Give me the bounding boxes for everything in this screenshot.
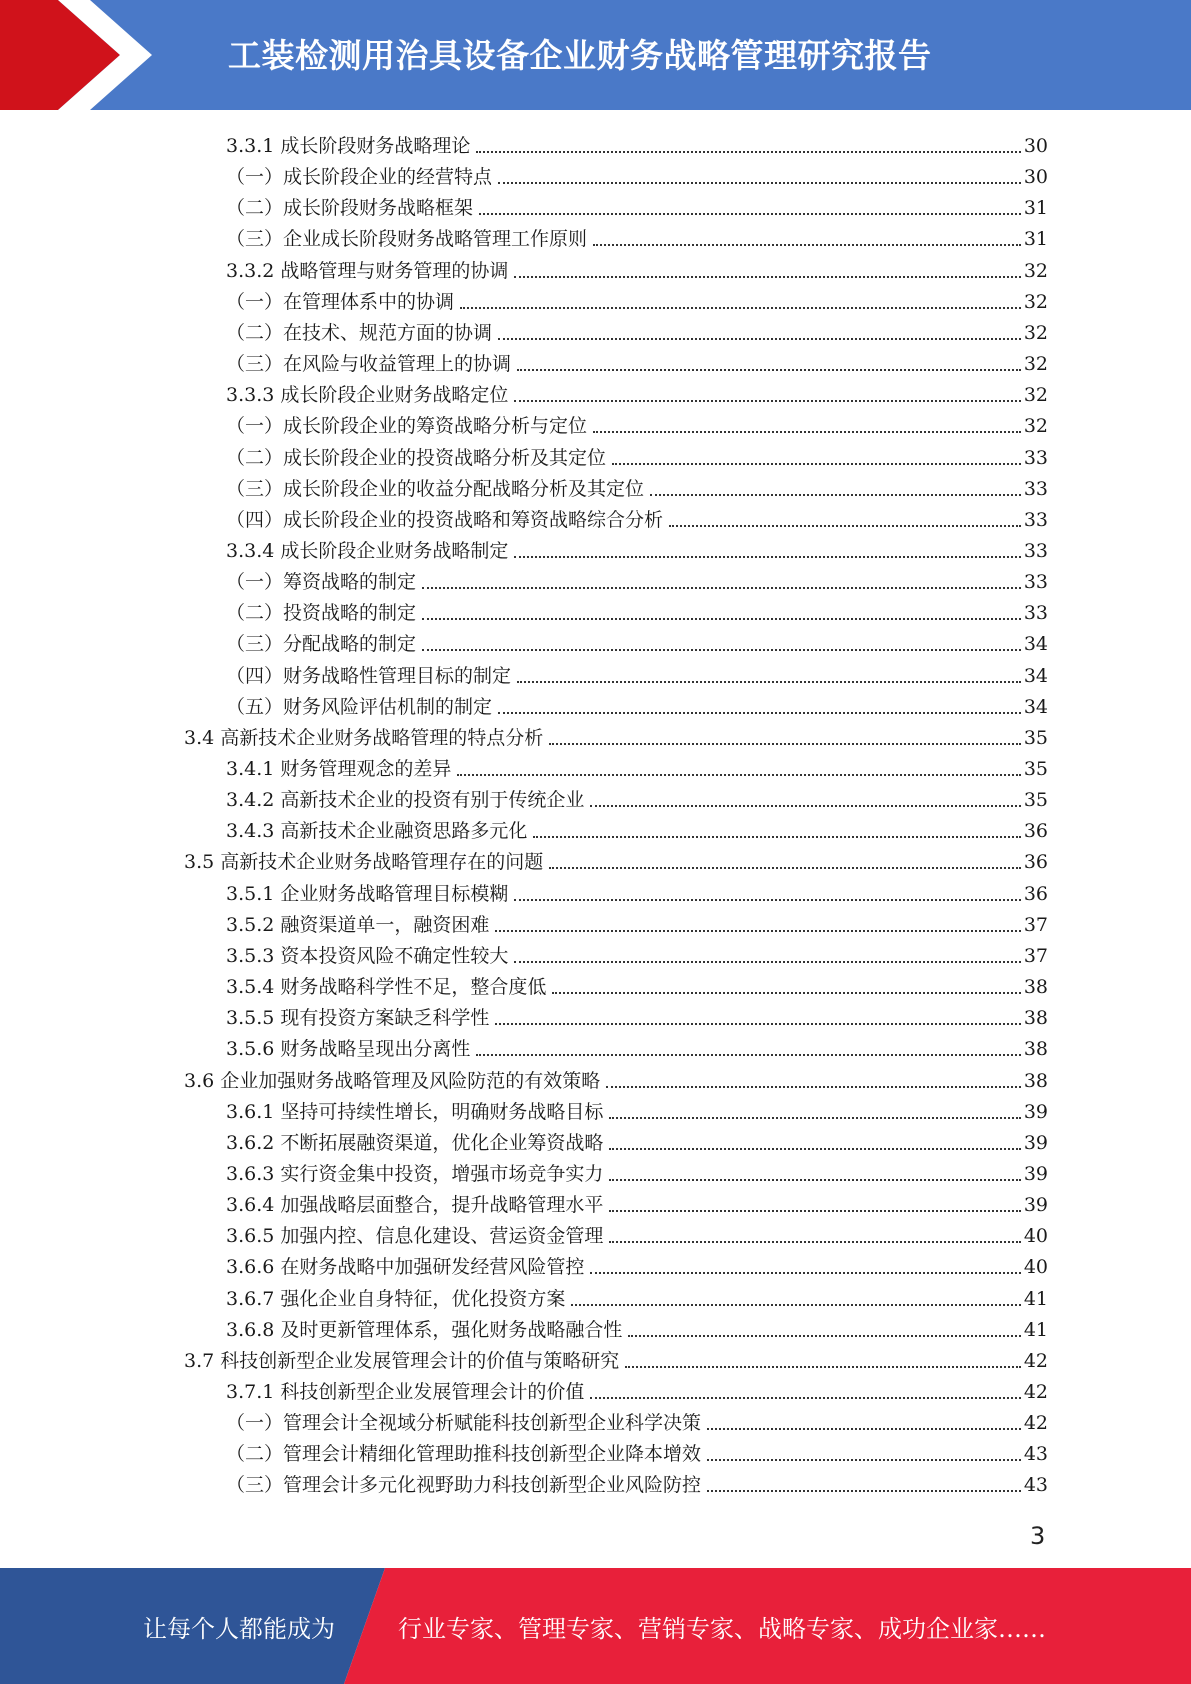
toc-entry-title: 3.5.3 资本投资风险不确定性较大	[226, 944, 509, 967]
toc-entry[interactable]	[226, 470, 1048, 501]
toc-dot-leader	[457, 774, 1020, 776]
toc-entry-title: （一）筹资战略的制定	[226, 571, 417, 594]
toc-dot-leader	[498, 182, 1021, 184]
toc-entry-title: 3.5.6 财务战略呈现出分离性	[226, 1038, 471, 1061]
toc-entry[interactable]	[226, 532, 1048, 563]
toc-dot-leader	[460, 307, 1021, 309]
toc-dot-leader	[707, 1490, 1021, 1492]
toc-entry[interactable]	[226, 781, 1048, 812]
toc-entry[interactable]	[226, 657, 1048, 688]
toc-entry-title: （二）在技术、规范方面的协调	[226, 321, 493, 344]
toc-entry-page: 39	[1023, 1194, 1048, 1217]
toc-entry-title: 3.6.8 及时更新管理体系，强化财务战略融合性	[226, 1318, 623, 1341]
toc-entry[interactable]	[226, 625, 1048, 656]
toc-entry[interactable]	[226, 345, 1048, 376]
toc-dot-leader	[590, 1397, 1020, 1399]
toc-dot-leader	[612, 463, 1021, 465]
toc-dot-leader	[650, 494, 1021, 496]
toc-dot-leader	[422, 587, 1021, 589]
toc-entry-page: 30	[1023, 166, 1048, 189]
toc-entry[interactable]	[226, 968, 1048, 999]
toc-dot-leader	[549, 867, 1021, 869]
toc-dot-leader	[571, 1304, 1020, 1306]
toc-entry-page: 32	[1023, 384, 1048, 407]
toc-entry-page: 38	[1023, 1038, 1048, 1061]
toc-dot-leader	[593, 431, 1021, 433]
toc-dot-leader	[669, 525, 1021, 527]
toc-entry[interactable]	[226, 1186, 1048, 1217]
toc-entry-title: （一）成长阶段企业的经营特点	[226, 166, 493, 189]
toc-entry-title: 3.6.2 不断拓展融资渠道，优化企业筹资战略	[226, 1131, 604, 1154]
toc-entry-page: 42	[1023, 1381, 1048, 1403]
toc-entry[interactable]	[226, 1373, 1048, 1404]
toc-entry-title: 3.4 高新技术企业财务战略管理的特点分析	[184, 726, 544, 749]
toc-entry[interactable]	[226, 1248, 1048, 1279]
toc-dot-leader	[552, 992, 1020, 994]
toc-entry-title: 3.6.6 在财务战略中加强研发经营风险管控	[226, 1256, 585, 1279]
toc-entry[interactable]	[226, 189, 1048, 220]
toc-entry-title: （二）投资战略的制定	[226, 602, 417, 625]
toc-entry[interactable]	[226, 750, 1048, 781]
toc-entry-page: 43	[1023, 1474, 1048, 1497]
toc-entry-title: 3.4.2 高新技术企业的投资有别于传统企业	[226, 789, 585, 812]
toc-entry[interactable]	[184, 719, 1048, 750]
page-footer	[0, 1568, 1191, 1684]
toc-entry-title: 3.6.1 坚持可持续性增长，明确财务战略目标	[226, 1100, 604, 1123]
toc-entry[interactable]	[226, 1435, 1048, 1466]
toc-dot-leader	[476, 151, 1020, 153]
toc-entry-page: 35	[1023, 726, 1048, 749]
toc-entry-page: 40	[1023, 1225, 1048, 1248]
toc-dot-leader	[533, 836, 1020, 838]
toc-entry-title: 3.5.2 融资渠道单一，融资困难	[226, 913, 490, 936]
toc-entry-page: 38	[1023, 976, 1048, 999]
toc-entry-page: 34	[1023, 633, 1048, 656]
toc-entry-page: 40	[1023, 1256, 1048, 1279]
toc-entry-page: 35	[1023, 789, 1048, 812]
toc-entry-title: （一）成长阶段企业的筹资战略分析与定位	[226, 415, 588, 438]
toc-entry-title: 3.3.2 战略管理与财务管理的协调	[226, 259, 509, 282]
toc-entry-title: （五）财务风险评估机制的制定	[226, 695, 493, 718]
toc-dot-leader	[609, 1241, 1020, 1243]
toc-entry[interactable]	[226, 906, 1048, 937]
toc-entry-page: 39	[1023, 1100, 1048, 1123]
toc-entry-page: 36	[1023, 851, 1048, 874]
toc-dot-leader	[628, 1335, 1020, 1337]
toc-entry-title: 3.6.7 强化企业自身特征，优化投资方案	[226, 1287, 566, 1310]
toc-dot-leader	[707, 1428, 1021, 1430]
footer-slogan-lead: 让每个人都能成为	[143, 1615, 335, 1643]
toc-dot-leader	[606, 1086, 1021, 1088]
toc-entry[interactable]	[226, 1466, 1048, 1497]
toc-dot-leader	[514, 961, 1020, 963]
toc-dot-leader	[422, 618, 1021, 620]
toc-dot-leader	[549, 743, 1021, 745]
toc-entry-title: 3.4.3 高新技术企业融资思路多元化	[226, 820, 528, 843]
toc-entry-title: （二）成长阶段财务战略框架	[226, 197, 474, 220]
toc-entry-page: 43	[1023, 1443, 1048, 1466]
toc-entry-page: 32	[1023, 259, 1048, 282]
toc-dot-leader	[517, 681, 1021, 683]
toc-entry-title: 3.5.5 现有投资方案缺乏科学性	[226, 1007, 490, 1030]
toc-entry[interactable]	[184, 1062, 1048, 1093]
toc-entry-title: 3.3.4 成长阶段企业财务战略制定	[226, 539, 509, 562]
toc-entry-title: （一）在管理体系中的协调	[226, 290, 455, 313]
toc-dot-leader	[625, 1366, 1021, 1368]
toc-entry-page: 34	[1023, 664, 1048, 687]
toc-entry[interactable]	[226, 812, 1048, 843]
toc-entry[interactable]	[226, 439, 1048, 470]
toc-entry-page: 32	[1023, 415, 1048, 438]
toc-entry-title: 3.6 企业加强财务战略管理及风险防范的有效策略	[184, 1069, 601, 1092]
toc-entry-page: 42	[1023, 1349, 1048, 1372]
toc-entry-page: 32	[1023, 290, 1048, 313]
toc-entry-page: 32	[1023, 321, 1048, 344]
toc-entry[interactable]	[184, 843, 1048, 874]
toc-entry[interactable]	[226, 594, 1048, 625]
toc-entry[interactable]	[226, 407, 1048, 438]
toc-entry-page: 31	[1023, 197, 1048, 220]
toc-entry[interactable]	[226, 999, 1048, 1030]
toc-entry[interactable]	[226, 1217, 1048, 1248]
toc-dot-leader	[593, 244, 1021, 246]
toc-entry-page: 32	[1023, 353, 1048, 376]
toc-entry[interactable]	[226, 283, 1048, 314]
toc-entry-page: 33	[1023, 571, 1048, 594]
footer-slogan-roles: 行业专家、管理专家、营销专家、战略专家、成功企业家……	[398, 1615, 1046, 1643]
toc-dot-leader	[514, 556, 1020, 558]
toc-entry-page: 41	[1023, 1318, 1048, 1341]
toc-entry-page: 37	[1023, 944, 1048, 967]
toc-dot-leader	[707, 1459, 1021, 1461]
toc-dot-leader	[590, 1272, 1020, 1274]
toc-entry-page: 30	[1023, 135, 1048, 157]
toc-entry-title: 3.7.1 科技创新型企业发展管理会计的价值	[226, 1381, 585, 1403]
toc-entry-title: 3.5.1 企业财务战略管理目标模糊	[226, 882, 509, 905]
toc-dot-leader	[514, 276, 1020, 278]
toc-entry-page: 38	[1023, 1007, 1048, 1030]
toc-dot-leader	[514, 899, 1020, 901]
toc-entry[interactable]	[226, 563, 1048, 594]
toc-entry[interactable]	[226, 1155, 1048, 1186]
toc-entry[interactable]	[226, 688, 1048, 719]
toc-entry[interactable]	[226, 1280, 1048, 1311]
toc-dot-leader	[609, 1117, 1020, 1119]
toc-entry-title: （三）管理会计多元化视野助力科技创新型企业风险防控	[226, 1474, 702, 1497]
toc-entry-title: 3.5.4 财务战略科学性不足，整合度低	[226, 976, 547, 999]
toc-entry-page: 33	[1023, 477, 1048, 500]
toc-entry[interactable]	[226, 314, 1048, 345]
toc-entry-title: （二）成长阶段企业的投资战略分析及其定位	[226, 446, 607, 469]
toc-entry-page: 39	[1023, 1131, 1048, 1154]
toc-entry-page: 31	[1023, 228, 1048, 251]
toc-entry-title: （四）财务战略性管理目标的制定	[226, 664, 512, 687]
toc-dot-leader	[498, 338, 1021, 340]
toc-entry-title: （三）成长阶段企业的收益分配战略分析及其定位	[226, 477, 645, 500]
toc-entry[interactable]	[226, 220, 1048, 251]
toc-dot-leader	[495, 930, 1020, 932]
toc-entry[interactable]	[226, 501, 1048, 532]
page-number: 3	[1030, 1522, 1046, 1550]
toc-entry[interactable]	[226, 252, 1048, 283]
toc-entry-page: 42	[1023, 1412, 1048, 1435]
toc-entry[interactable]	[226, 1311, 1048, 1342]
toc-dot-leader	[514, 400, 1020, 402]
toc-dot-leader	[495, 1023, 1020, 1025]
toc-dot-leader	[609, 1148, 1020, 1150]
toc-dot-leader	[476, 1054, 1020, 1056]
toc-entry-page: 34	[1023, 695, 1048, 718]
toc-entry-page: 36	[1023, 882, 1048, 905]
toc-entry-page: 35	[1023, 758, 1048, 780]
toc-dot-leader	[609, 1179, 1020, 1181]
toc-dot-leader	[479, 213, 1021, 215]
toc-entry-page: 33	[1023, 602, 1048, 625]
toc-entry-title: 3.7 科技创新型企业发展管理会计的价值与策略研究	[184, 1349, 620, 1372]
toc-entry[interactable]	[226, 1404, 1048, 1435]
toc-entry-page: 37	[1023, 913, 1048, 936]
toc-dot-leader	[590, 805, 1020, 807]
toc-entry-title: 3.3.3 成长阶段企业财务战略定位	[226, 384, 509, 407]
toc-entry[interactable]	[226, 1093, 1048, 1124]
toc-entry-title: （一）管理会计全视域分析赋能科技创新型企业科学决策	[226, 1412, 702, 1435]
toc-entry[interactable]	[226, 1030, 1048, 1061]
toc-entry-title: （二）管理会计精细化管理助推科技创新型企业降本增效	[226, 1443, 702, 1466]
toc-entry-title: 3.6.5 加强内控、信息化建设、营运资金管理	[226, 1225, 604, 1248]
toc-entry-title: 3.6.4 加强战略层面整合，提升战略管理水平	[226, 1194, 604, 1217]
toc-entry[interactable]	[226, 127, 1048, 158]
toc-entry[interactable]	[184, 1342, 1048, 1373]
toc-entry-page: 38	[1023, 1069, 1048, 1092]
report-title: 工装检测用治具设备企业财务战略管理研究报告	[228, 36, 932, 75]
toc-entry-title: 3.4.1 财务管理观念的差异	[226, 758, 452, 780]
toc-entry-page: 33	[1023, 539, 1048, 562]
toc-entry-page: 36	[1023, 820, 1048, 843]
toc-entry[interactable]	[226, 1124, 1048, 1155]
toc-dot-leader	[422, 649, 1021, 651]
report-header	[0, 0, 1191, 110]
toc-entry-page: 41	[1023, 1287, 1048, 1310]
toc-entry[interactable]	[226, 158, 1048, 189]
toc-entry-page: 33	[1023, 508, 1048, 531]
toc-dot-leader	[609, 1210, 1020, 1212]
toc-entry[interactable]	[226, 937, 1048, 968]
toc-entry-title: （四）成长阶段企业的投资战略和筹资战略综合分析	[226, 508, 664, 531]
toc-entry-title: 3.6.3 实行资金集中投资，增强市场竞争实力	[226, 1162, 604, 1185]
toc-entry[interactable]	[226, 376, 1048, 407]
toc-entry-page: 39	[1023, 1162, 1048, 1185]
toc-entry[interactable]	[226, 875, 1048, 906]
toc-entry-title: 3.3.1 成长阶段财务战略理论	[226, 135, 471, 157]
toc-dot-leader	[517, 369, 1021, 371]
toc-entry-title: （三）分配战略的制定	[226, 633, 417, 656]
toc-entry-title: （三）在风险与收益管理上的协调	[226, 353, 512, 376]
toc-entry-title: （三）企业成长阶段财务战略管理工作原则	[226, 228, 588, 251]
toc-entry-title: 3.5 高新技术企业财务战略管理存在的问题	[184, 851, 544, 874]
toc-dot-leader	[498, 712, 1021, 714]
toc-entry-page: 33	[1023, 446, 1048, 469]
